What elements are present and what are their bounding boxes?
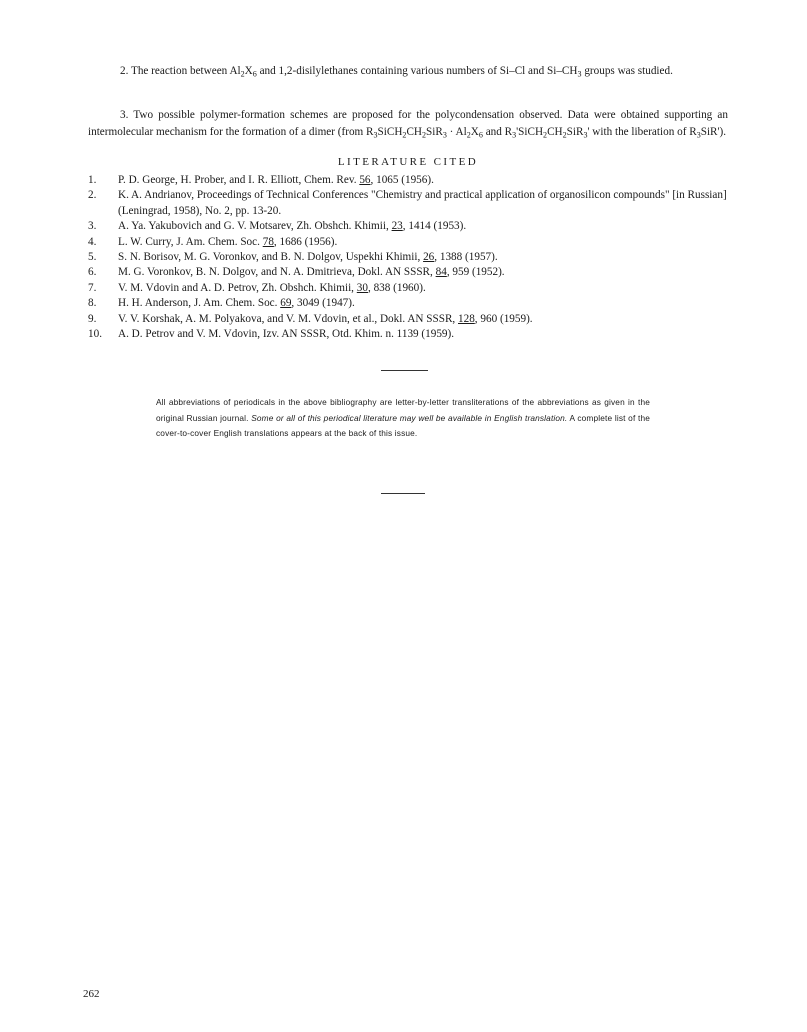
reference-number: 8. [88, 297, 97, 310]
reference-item [88, 235, 738, 250]
page-number: 262 [83, 988, 100, 1000]
reference-item [88, 188, 738, 219]
reference-text: S. N. Borisov, M. G. Voronkov, and B. N. Dolgov, Uspekhi Khimii, 26, 1388 (1957). [118, 251, 498, 264]
volume-number: 26 [423, 251, 435, 264]
reference-item [88, 265, 738, 280]
reference-number: 10. [88, 328, 102, 341]
conclusion-paragraph-2: 2. The reaction between $Al_2X_6$ and 1,2-disilylethanes containing various numbers of Si–Cl and $Si-CH_3$ groups was studied. [120, 65, 673, 79]
reference-text: L. W. Curry, J. Am. Chem. Soc. 78, 1686 (1956). [118, 235, 338, 248]
reference-item [88, 281, 738, 296]
reference-text: V. V. Korshak, A. M. Polyakova, and V. M. Vdovin, et al., Dokl. AN SSSR, 128, 960 (1959). [118, 312, 533, 325]
reference-number: 1. [88, 174, 97, 186]
volume-number: 56 [359, 174, 371, 186]
reference-item [88, 173, 738, 188]
volume-number: 84 [435, 266, 447, 279]
reference-item [88, 312, 738, 327]
reference-item [88, 296, 738, 311]
reference-number: 4. [88, 235, 97, 248]
note-italic-text: Some or all of this periodical literature may well be available in English translation. [251, 412, 568, 423]
reference-item [88, 219, 738, 234]
reference-text: V. M. Vdovin and A. D. Petrov, Zh. Obshch. Khimii, 30, 838 (1960). [118, 281, 426, 294]
divider-rule [381, 493, 425, 494]
conclusion-paragraph-3: 3. Two possible polymer-formation schemes are proposed for the polycondensation observed. Data were obtained supporting an intermolecular mechanism for the formation of a dimer (from $R_3SiCH_2CH_2SiR_3 \cdot Al_2X_6$ and $R_3'SiCH_2CH_2SiR_3'$ with the liberation of $R_3SiR'$). [88, 109, 728, 140]
transliteration-note: All abbreviations of periodicals in the above bibliography are letter-by-letter transliterations of the abbreviations as given in the original Russian journal. Some or all of this periodical literature may well be available in English translation. A complete list of the cover-to-cover English translations appears at the back of this issue. [156, 397, 650, 438]
reference-number: 7. [88, 281, 97, 294]
reference-number: 3. [88, 220, 97, 233]
reference-number: 5. [88, 251, 97, 264]
volume-number: 23 [391, 220, 403, 233]
volume-number: 128 [458, 312, 475, 325]
reference-text: P. D. George, H. Prober, and I. R. Elliott, Chem. Rev. 56, 1065 (1956). [118, 174, 434, 186]
reference-number: 2. [88, 189, 97, 202]
volume-number: 69 [280, 297, 292, 310]
reference-text: A. D. Petrov and V. M. Vdovin, Izv. AN SSSR, Otd. Khim. n. 1139 (1959). [118, 328, 455, 341]
reference-text: A. Ya. Yakubovich and G. V. Motsarev, Zh. Obshch. Khimii, 23, 1414 (1953). [118, 220, 467, 233]
reference-text: K. A. Andrianov, Proceedings of Technical Conferences "Chemistry and practical application of organosilicon compounds" [in Russian] (Leningrad, 1958), No. 2, pp. 13-20. [118, 189, 727, 217]
reference-item [88, 250, 738, 265]
volume-number: 78 [262, 235, 274, 248]
reference-text: M. G. Voronkov, B. N. Dolgov, and N. A. Dmitrieva, Dokl. AN SSSR, 84, 959 (1952). [118, 266, 505, 279]
divider-rule [381, 370, 428, 371]
reference-text: H. H. Anderson, J. Am. Chem. Soc. 69, 3049 (1947). [118, 297, 355, 310]
reference-item [88, 327, 738, 342]
volume-number: 30 [356, 281, 368, 294]
reference-list [88, 173, 738, 342]
reference-number: 6. [88, 266, 97, 279]
reference-number: 9. [88, 312, 97, 325]
literature-cited-heading: LITERATURE CITED [337, 156, 479, 168]
